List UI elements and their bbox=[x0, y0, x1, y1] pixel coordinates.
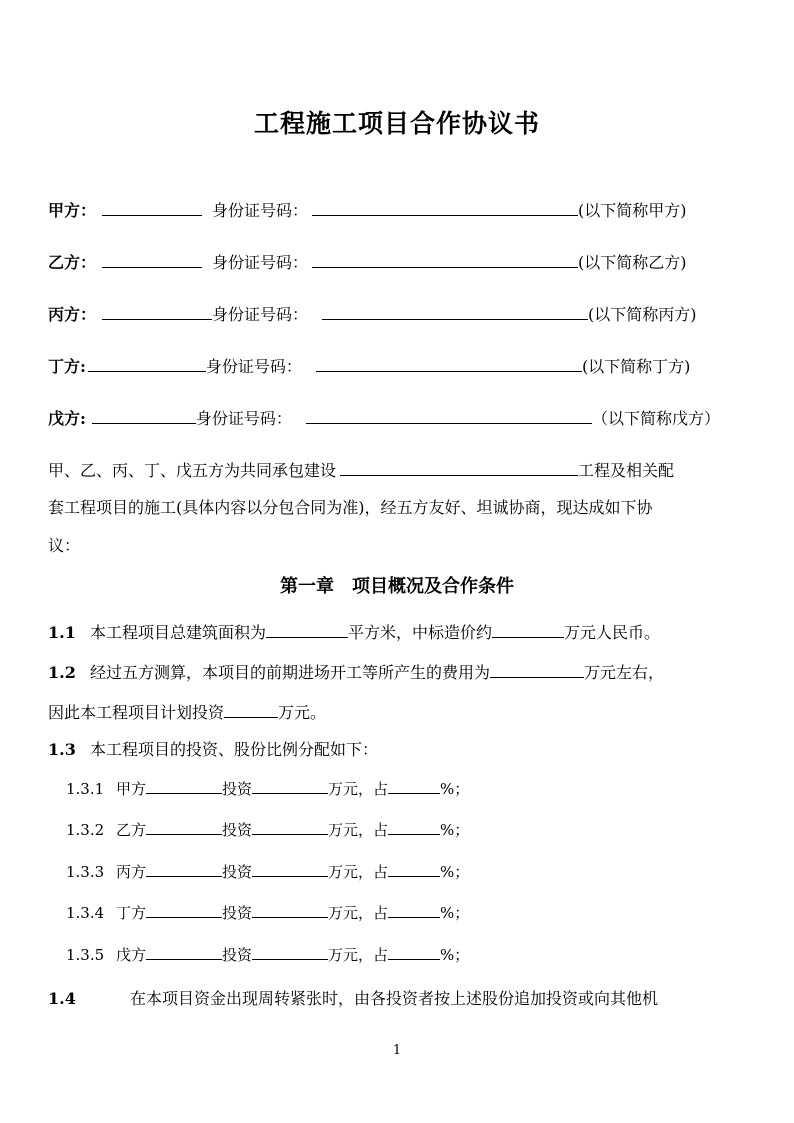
clause-1-2 bbox=[48, 662, 664, 683]
clause-number: 1.4 bbox=[48, 989, 76, 1008]
share-unit: 万元，占 bbox=[328, 780, 389, 798]
share-pct: %； bbox=[440, 780, 470, 798]
share-unit: 万元，占 bbox=[328, 821, 389, 839]
party-row-bing bbox=[48, 304, 697, 325]
party-suffix: （以下简称戊方） bbox=[591, 409, 720, 428]
share-number: 1.3.4 bbox=[66, 904, 105, 922]
share-pct: %； bbox=[440, 946, 470, 964]
id-label: 身份证号码： bbox=[212, 201, 309, 220]
share-party-blank[interactable] bbox=[146, 819, 222, 835]
intro-line-2: 套工程项目的施工(具体内容以分包合同为准)，经五方友好、坦诚协商，现达成如下协 bbox=[48, 498, 653, 517]
share-invest: 投资 bbox=[222, 946, 253, 964]
party-name-blank[interactable] bbox=[92, 408, 196, 424]
share-number: 1.3.1 bbox=[66, 780, 105, 798]
party-name: 乙方： bbox=[48, 253, 97, 272]
investment-blank[interactable] bbox=[224, 702, 278, 718]
share-party-blank[interactable] bbox=[146, 861, 222, 877]
share-amount-blank[interactable] bbox=[252, 944, 328, 960]
share-amount-blank[interactable] bbox=[252, 819, 328, 835]
party-name: 甲方： bbox=[48, 201, 97, 220]
price-blank[interactable] bbox=[492, 622, 564, 638]
clause-1-3 bbox=[48, 740, 378, 760]
share-percent-blank[interactable] bbox=[388, 902, 440, 918]
share-invest: 投资 bbox=[222, 821, 253, 839]
clause-number: 1.3 bbox=[48, 740, 76, 759]
project-name-blank[interactable] bbox=[340, 460, 578, 476]
share-percent-blank[interactable] bbox=[388, 861, 440, 877]
party-name: 丙方： bbox=[48, 305, 97, 324]
clause-text: 在本项目资金出现周转紧张时，由各投资者按上述股份追加投资或向其他机 bbox=[130, 989, 659, 1008]
share-unit: 万元，占 bbox=[328, 863, 389, 881]
clause-text: 平方米，中标造价约 bbox=[348, 623, 493, 642]
share-number: 1.3.5 bbox=[66, 946, 105, 964]
intro-text: 工程及相关配 bbox=[578, 461, 675, 480]
party-name: 丁方: bbox=[48, 357, 86, 376]
intro-line-1 bbox=[48, 460, 674, 481]
id-number-blank[interactable] bbox=[322, 304, 588, 320]
clause-text: 本工程项目总建筑面积为 bbox=[90, 623, 267, 642]
share-row bbox=[66, 778, 469, 799]
party-row-ding bbox=[48, 356, 690, 377]
id-number-blank[interactable] bbox=[316, 356, 582, 372]
party-row-wu bbox=[48, 408, 720, 429]
share-party: 甲方 bbox=[116, 780, 147, 798]
id-label: 身份证号码： bbox=[212, 305, 309, 324]
party-name: 戊方: bbox=[48, 409, 86, 428]
share-row bbox=[66, 902, 469, 923]
party-name-blank[interactable] bbox=[88, 356, 206, 372]
party-suffix: (以下简称丁方) bbox=[581, 357, 691, 376]
area-blank[interactable] bbox=[266, 622, 348, 638]
clause-text: 万元人民币。 bbox=[564, 623, 661, 642]
intro-text: 甲、乙、丙、丁、戊五方为共同承包建设 bbox=[48, 461, 337, 480]
clause-text: 万元。 bbox=[278, 703, 327, 722]
id-number-blank[interactable] bbox=[312, 200, 578, 216]
party-name-blank[interactable] bbox=[102, 252, 202, 268]
share-invest: 投资 bbox=[222, 863, 253, 881]
clause-1-4 bbox=[48, 989, 658, 1009]
share-percent-blank[interactable] bbox=[388, 944, 440, 960]
party-name-blank[interactable] bbox=[102, 304, 212, 320]
party-suffix: (以下简称甲方) bbox=[578, 201, 687, 220]
share-pct: %； bbox=[440, 904, 470, 922]
share-row bbox=[66, 944, 469, 965]
share-row bbox=[66, 819, 469, 840]
party-row-jia bbox=[48, 200, 687, 221]
share-invest: 投资 bbox=[222, 780, 253, 798]
page-number: 1 bbox=[392, 1043, 402, 1058]
party-suffix: (以下简称乙方) bbox=[578, 253, 687, 272]
id-label: 身份证号码： bbox=[205, 357, 302, 376]
share-amount-blank[interactable] bbox=[252, 902, 328, 918]
share-amount-blank[interactable] bbox=[252, 861, 328, 877]
share-number: 1.3.3 bbox=[66, 863, 105, 881]
clause-number: 1.2 bbox=[48, 663, 76, 682]
share-percent-blank[interactable] bbox=[388, 819, 440, 835]
id-number-blank[interactable] bbox=[312, 252, 578, 268]
clause-text: 因此本工程项目计划投资 bbox=[48, 703, 225, 722]
intro-line-3: 议： bbox=[48, 536, 81, 555]
share-percent-blank[interactable] bbox=[388, 778, 440, 794]
share-party-blank[interactable] bbox=[146, 778, 222, 794]
clause-1-2-line-2 bbox=[48, 702, 326, 723]
share-party-blank[interactable] bbox=[146, 944, 222, 960]
document-title: 工程施工项目合作协议书 bbox=[253, 109, 540, 138]
share-amount-blank[interactable] bbox=[252, 778, 328, 794]
share-unit: 万元，占 bbox=[328, 904, 389, 922]
clause-text: 万元左右， bbox=[584, 663, 665, 682]
share-party: 丁方 bbox=[116, 904, 147, 922]
party-suffix: (以下简称丙方) bbox=[588, 305, 697, 324]
share-unit: 万元，占 bbox=[328, 946, 389, 964]
share-invest: 投资 bbox=[222, 904, 253, 922]
clause-text: 经过五方测算，本项目的前期进场开工等所产生的费用为 bbox=[90, 663, 491, 682]
id-label: 身份证号码： bbox=[195, 409, 292, 428]
share-party: 戊方 bbox=[116, 946, 147, 964]
share-pct: %； bbox=[440, 863, 470, 881]
share-party: 乙方 bbox=[116, 821, 147, 839]
party-row-yi bbox=[48, 252, 687, 273]
share-number: 1.3.2 bbox=[66, 821, 105, 839]
cost-blank[interactable] bbox=[490, 662, 584, 678]
clause-number: 1.1 bbox=[48, 623, 76, 642]
share-party: 丙方 bbox=[116, 863, 147, 881]
share-pct: %； bbox=[440, 821, 470, 839]
clause-text: 本工程项目的投资、股份比例分配如下： bbox=[90, 740, 379, 759]
party-name-blank[interactable] bbox=[102, 200, 202, 216]
share-row bbox=[66, 861, 469, 882]
chapter-title: 第一章 项目概况及合作条件 bbox=[280, 576, 514, 597]
share-party-blank[interactable] bbox=[146, 902, 222, 918]
id-number-blank[interactable] bbox=[306, 408, 592, 424]
clause-1-1 bbox=[48, 622, 660, 643]
id-label: 身份证号码： bbox=[212, 253, 309, 272]
